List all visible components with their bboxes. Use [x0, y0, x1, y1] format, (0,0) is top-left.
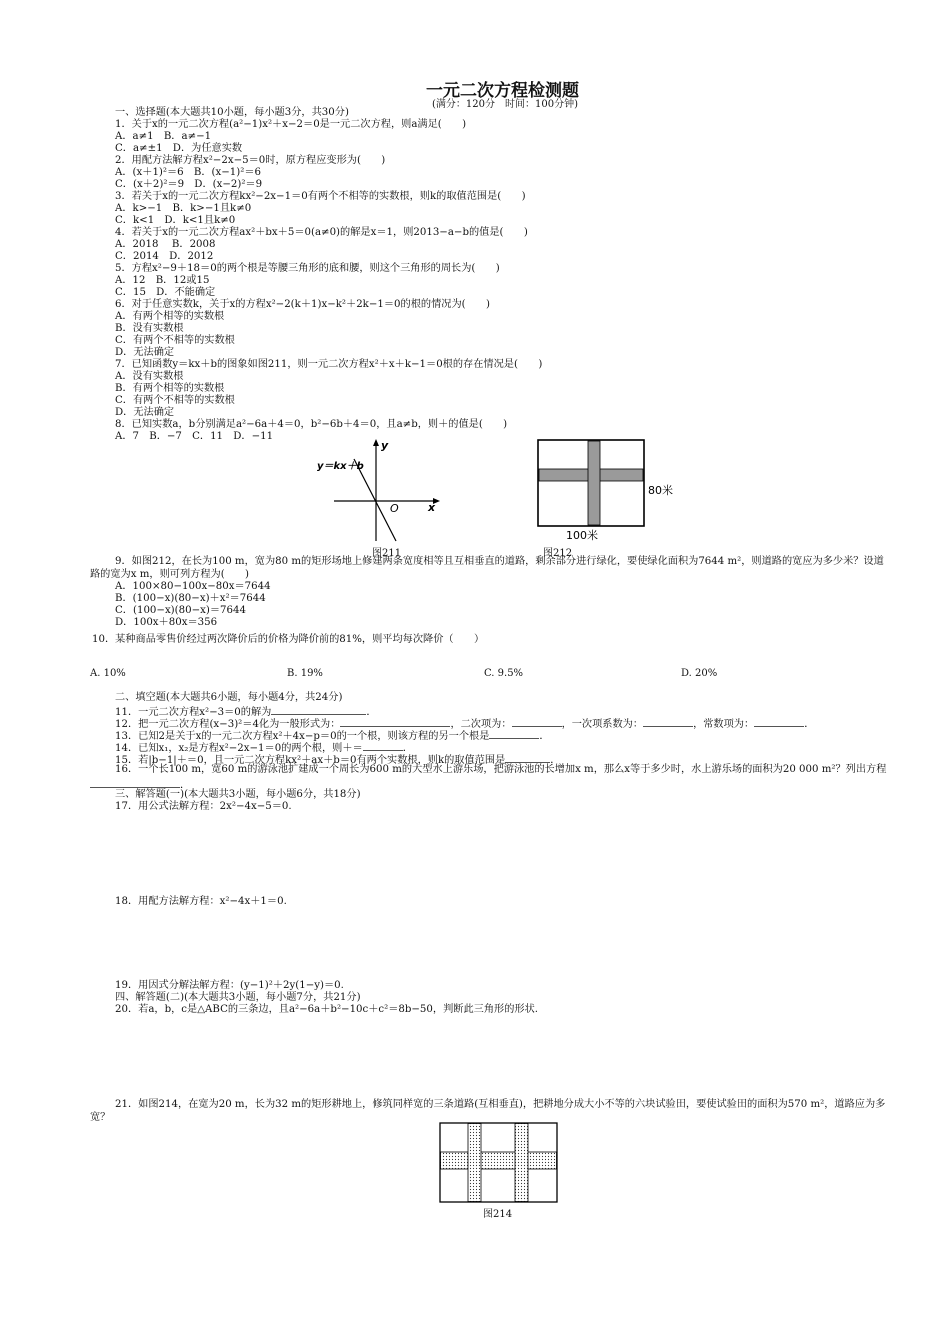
question-13-text: 13．已知2是关于x的一元二次方程x²＋4x−p＝0的一个根，则该方程的另一个根是 — [115, 731, 490, 742]
y-axis-arrow — [373, 439, 379, 446]
question-12-end: ． — [804, 719, 815, 730]
question-12-quadratic-term: ，二次项为： — [450, 719, 512, 730]
question-3-options-cd: C．k<1 D．k<1且k≠0 — [115, 215, 236, 226]
question-12-text: 12．把一元二次方程(x−3)²＝4化为一般形式为： — [115, 719, 341, 730]
question-6-option-c: C．有两个不相等的实数根 — [115, 335, 235, 346]
answer-blank[interactable] — [512, 716, 562, 727]
figure-212-field — [536, 438, 686, 543]
question-9-option-b: B．(100−x)(80−x)＋x²＝7644 — [115, 593, 266, 604]
question-10-stem: 10．某种商品零售价经过两次降价后的价格为降价前的81%，则平均每次降价（ ） — [92, 634, 485, 645]
question-12-linear-coef: ，一次项系数为： — [561, 719, 644, 730]
question-18: 18．用配方法解方程：x²−4x＋1＝0. — [115, 896, 287, 907]
question-16-end: ． — [180, 779, 191, 791]
horizontal-road — [441, 1152, 557, 1169]
line-label: y＝kx＋b — [317, 461, 364, 472]
page-subtitle: (满分：120分 时间：100分钟) — [432, 99, 578, 110]
question-5-stem: 5．方程x²−9＋18＝0的两个根是等腰三角形的底和腰，则这个三角形的周长为( ) — [115, 263, 500, 274]
answer-blank[interactable] — [754, 716, 804, 727]
answer-blank[interactable] — [90, 777, 180, 788]
section-heading-answer-2: 四、解答题(二)(本大题共3小题，每小题7分，共21分) — [115, 992, 361, 1003]
question-6-option-a: A．有两个相等的实数根 — [115, 311, 225, 322]
question-4-options-cd: C．2014 D．2012 — [115, 251, 214, 262]
question-3-options-ab: A．k>−1 B．k>−1且k≠0 — [115, 203, 252, 214]
vertical-road-right — [515, 1124, 528, 1202]
question-8-stem: 8．已知实数a，b分别满足a²−6a＋4＝0，b²−6b＋4＝0，且a≠b，则＋的值是( ) — [115, 419, 508, 430]
question-7-option-d: D．无法确定 — [115, 407, 175, 418]
section-heading-choice: 一、选择题(本大题共10小题，每小题3分，共30分) — [115, 107, 349, 118]
question-14-end: ． — [402, 743, 413, 754]
question-10-option-d: D. 20% — [681, 668, 718, 679]
y-axis-label: y — [381, 439, 389, 452]
question-5-options-cd: C．15 D．不能确定 — [115, 287, 216, 298]
question-9-option-d: D．100x＋80x＝356 — [115, 617, 218, 628]
width-label: 80米 — [648, 484, 673, 497]
vertical-road-left — [468, 1124, 481, 1202]
question-8-options: A．7 B．−7 C．11 D．−11 — [115, 431, 274, 442]
question-10-option-a: A. 10% — [90, 668, 126, 679]
question-1-options-ab: A．a≠1 B．a≠−1 — [115, 131, 212, 142]
section-heading-answer-1: 三、解答题(一)(本大题共3小题，每小题6分，共18分) — [115, 789, 361, 800]
question-7-stem: 7．已知函数y＝kx＋b的图象如图211，则一元二次方程x²＋x＋k−1＝0根的存在情况是( ) — [115, 359, 543, 370]
answer-blank[interactable] — [271, 704, 366, 715]
figure-214-farmland — [439, 1122, 559, 1204]
figure-212-caption: 图212 — [543, 548, 573, 559]
question-15-end: ． — [550, 755, 561, 766]
question-16 — [90, 764, 890, 792]
figure-211-caption: 图211 — [372, 548, 402, 559]
question-11-end: ． — [366, 707, 377, 718]
question-15-text: 15．若|b−1|＋＝0，且一元二次方程kx²＋ax＋b＝0有两个实数根，则k的取值范围是 — [115, 755, 506, 766]
answer-blank[interactable] — [340, 716, 450, 727]
question-6-option-d: D．无法确定 — [115, 347, 175, 358]
page-title: 一元二次方程检测题 — [426, 81, 579, 101]
question-6-option-b: B．没有实数根 — [115, 323, 184, 334]
vertical-road — [588, 441, 600, 525]
question-2-options-cd: C．(x＋2)²＝9 D．(x−2)²＝9 — [115, 179, 263, 190]
question-2-options-ab: A．(x＋1)²＝6 B．(x−1)²＝6 — [115, 167, 261, 178]
question-14-text: 14．已知x₁，x₂是方程x²−2x−1＝0的两个根，则＋＝ — [115, 743, 363, 754]
question-12-constant: ，常数项为： — [693, 719, 755, 730]
question-2-stem: 2．用配方法解方程x²−2x−5＝0时，原方程应变形为( ) — [115, 155, 386, 166]
question-16-text: 16．一个长100 m，宽60 m的游泳池扩建成一个周长为600 m的大型水上游乐场，把游泳池的长增加x m，那么x等于多少时，水上游乐场的面积为20 000 m²？列出方程 — [115, 764, 887, 775]
question-5-options-ab: A．12 B．12或15 — [115, 275, 210, 286]
question-7-option-b: B．有两个相等的实数根 — [115, 383, 225, 394]
x-axis-label: x — [428, 501, 436, 514]
origin-label: O — [390, 502, 399, 515]
question-7-option-a: A．没有实数根 — [115, 371, 184, 382]
question-4-stem: 4．若关于x的一元二次方程ax²＋bx＋5＝0(a≠0)的解是x＝1，则2013−a−b的值是( ) — [115, 227, 528, 238]
question-10-option-c: C. 9.5% — [484, 668, 524, 679]
question-7-option-c: C．有两个不相等的实数根 — [115, 395, 235, 406]
question-1-stem: 1．关于x的一元二次方程(a²−1)x²＋x−2＝0是一元二次方程，则a满足( ) — [115, 119, 467, 130]
length-label: 100米 — [566, 529, 598, 542]
figure-214-caption: 图214 — [483, 1209, 513, 1220]
figure-211-graph — [312, 435, 452, 545]
question-9-option-a: A．100×80−100x−80x＝7644 — [115, 581, 271, 592]
question-3-stem: 3．若关于x的一元二次方程kx²−2x−1＝0有两个不相等的实数根，则k的取值范围是( ) — [115, 191, 526, 202]
answer-blank[interactable] — [363, 740, 403, 751]
question-6-stem: 6．对于任意实数k，关于x的方程x²−2(k＋1)x−k²＋2k−1＝0的根的情况为( ) — [115, 299, 490, 310]
question-19: 19．用因式分解法解方程：(y−1)²＋2y(1−y)＝0. — [115, 980, 344, 991]
question-1-options-cd: C．a≠±1 D．为任意实数 — [115, 143, 243, 154]
answer-blank[interactable] — [505, 752, 550, 763]
question-10-option-b: B. 19% — [287, 668, 323, 679]
question-4-options-ab: A．2018 B．2008 — [115, 239, 216, 250]
question-20: 20．若a，b，c是△ABC的三条边，且a²−6a＋b²−10c＋c²＝8b−50，判断此三角形的形状. — [115, 1004, 539, 1015]
question-9-option-c: C．(100−x)(80−x)＝7644 — [115, 605, 246, 616]
question-11-text: 11．一元二次方程x²−3＝0的解为 — [115, 707, 272, 718]
answer-blank[interactable] — [643, 716, 693, 727]
question-21: 21．如图214，在宽为20 m，长为32 m的矩形耕地上，修筑同样宽的三条道路(互相垂直)，把耕地分成大小不等的六块试验田，要使试验田的面积为570 m²，道路应为多宽？ — [90, 1099, 886, 1123]
question-17: 17．用公式法解方程：2x²−4x−5＝0. — [115, 801, 292, 812]
section-heading-fill: 二、填空题(本大题共6小题，每小题4分，共24分) — [115, 692, 343, 703]
question-9-stem: 9．如图212，在长为100 m，宽为80 m的矩形场地上修建两条宽度相等且互相垂直的道路，剩余部分进行绿化，要使绿化面积为7644 m²，则道路的宽应为多少米？设道路的宽为x m，则可列方程为( ) — [90, 556, 884, 580]
question-13-end: ． — [539, 731, 550, 742]
answer-blank[interactable] — [489, 728, 539, 739]
